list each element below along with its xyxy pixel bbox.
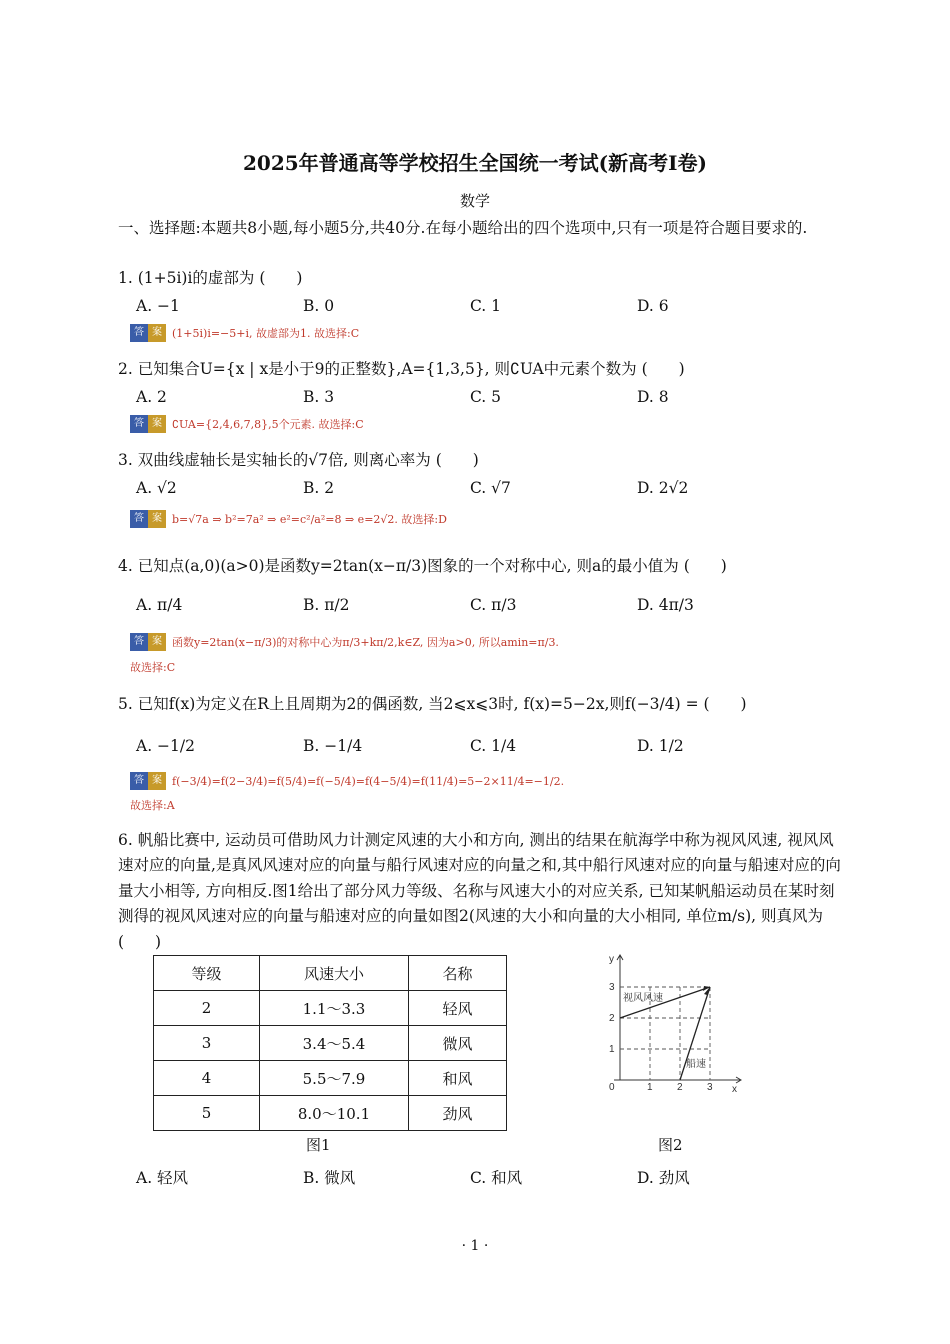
table-cell: 和风 <box>409 1061 507 1096</box>
q3-answer <box>130 510 447 528</box>
table-cell: 1.1～3.3 <box>260 991 409 1026</box>
q4-answer <box>130 633 559 651</box>
question-2-stem: 2. 已知集合U={x | x是小于9的正整数},A={1,3,5}, 则∁UA中元素个数为 ( ) <box>118 360 685 378</box>
table-cell: 3.4～5.4 <box>260 1026 409 1061</box>
question-6-stem: 6. 帆船比赛中, 运动员可借助风力计测定风速的大小和方向, 测出的结果在航海学中称为视风风速, 视风风速对应的向量,是真风风速对应的向量与船行风速对应的向量之和,其中船行风速对应的向量与船速对应的向量大小相等, 方向相反.图1给出了部分风力等级、名称与风速大小的对应关系, 已知某帆船运动员在某时刻测得的视风风速对应的向量与船速对应的向量如图2(风速的大小和向量的大小相同, 单位m/s), 则真风为 ( ) <box>118 831 841 951</box>
answer-badge: 答 案 <box>130 324 166 342</box>
q3-option-d: D. 2√2 <box>637 479 689 497</box>
q1-answer <box>130 324 359 342</box>
q6-option-c: C. 和风 <box>470 1169 523 1187</box>
q4-option-c: C. π/3 <box>470 596 517 614</box>
q1-option-a: A. −1 <box>136 297 180 315</box>
answer-badge: 答 案 <box>130 772 166 790</box>
table-cell: 5 <box>154 1096 260 1131</box>
q5-option-c: C. 1/4 <box>470 737 517 755</box>
table-header: 名称 <box>409 956 507 991</box>
q4-answer-cont: 故选择:C <box>130 661 176 674</box>
exam-title: 2025年普通高等学校招生全国统一考试(新高考I卷) <box>243 151 707 175</box>
q4-option-a: A. π/4 <box>136 596 183 614</box>
q1-answer-text: (1+5i)i=−5+i, 故虚部为1. 故选择:C <box>172 327 360 340</box>
y-tick: 1 <box>609 1044 615 1055</box>
q2-option-b: B. 3 <box>303 388 335 406</box>
q2-option-a: A. 2 <box>136 388 167 406</box>
x-axis-label: x <box>732 1084 737 1095</box>
q6-option-d: D. 劲风 <box>637 1169 690 1187</box>
answer-badge: 答 案 <box>130 415 166 433</box>
table-cell: 5.5～7.9 <box>260 1061 409 1096</box>
q3-option-c: C. √7 <box>470 479 511 497</box>
answer-badge: 答 案 <box>130 633 166 651</box>
question-1-stem: 1. (1+5i)i的虚部为 ( ) <box>118 269 303 287</box>
question-3-stem: 3. 双曲线虚轴长是实轴长的√7倍, 则离心率为 ( ) <box>118 451 479 469</box>
x-tick: 2 <box>677 1082 683 1093</box>
table-row <box>154 1026 507 1061</box>
q2-option-c: C. 5 <box>470 388 502 406</box>
section-intro: 一、选择题:本题共8小题,每小题5分,共40分.在每小题给出的四个选项中,只有一项是符合题目要求的. <box>118 219 808 237</box>
table-cell: 劲风 <box>409 1096 507 1131</box>
origin-label: 0 <box>609 1082 615 1093</box>
question-5-stem: 5. 已知f(x)为定义在R上且周期为2的偶函数, 当2⩽x⩽3时, f(x)=5−2x,则f(−3/4) = ( ) <box>118 695 747 713</box>
x-tick: 1 <box>647 1082 653 1093</box>
table-row <box>154 991 507 1026</box>
q5-answer-text: f(−3/4)=f(2−3/4)=f(5/4)=f(−5/4)=f(4−5/4)=f(11/4)=5−2×11/4=−1/2. <box>172 774 565 788</box>
q4-answer-text: 函数y=2tan(x−π/3)的对称中心为π/3+kπ/2,k∈Z, 因为a>0, 所以amin=π/3. <box>172 636 559 649</box>
x-tick: 3 <box>707 1082 713 1093</box>
question-4-stem: 4. 已知点(a,0)(a>0)是函数y=2tan(x−π/3)图象的一个对称中心, 则a的最小值为 ( ) <box>118 557 727 575</box>
y-tick: 2 <box>609 1013 615 1024</box>
q2-answer-text: ∁UA={2,4,6,7,8},5个元素. 故选择:C <box>172 418 364 431</box>
table-cell: 2 <box>154 991 260 1026</box>
y-tick: 3 <box>609 982 615 993</box>
q5-answer-cont: 故选择:A <box>130 799 175 812</box>
q6-option-a: A. 轻风 <box>136 1169 189 1187</box>
page-number: · 1 · <box>461 1238 489 1254</box>
q5-answer <box>130 772 564 790</box>
table-cell: 8.0～10.1 <box>260 1096 409 1131</box>
q4-option-d: D. 4π/3 <box>637 596 694 614</box>
wind-table <box>153 955 507 1131</box>
table-header: 风速大小 <box>260 956 409 991</box>
fig1-caption: 图1 <box>306 1136 331 1154</box>
table-header: 等级 <box>154 956 260 991</box>
table-cell: 轻风 <box>409 991 507 1026</box>
q6-option-b: B. 微风 <box>303 1169 356 1187</box>
fig2-caption: 图2 <box>658 1136 683 1154</box>
q5-option-a: A. −1/2 <box>136 737 195 755</box>
q3-option-a: A. √2 <box>136 479 177 497</box>
q1-option-d: D. 6 <box>637 297 669 315</box>
subject-heading: 数学 <box>459 192 490 210</box>
table-cell: 3 <box>154 1026 260 1061</box>
boat-speed-label: 船速 <box>686 1059 706 1070</box>
table-row <box>154 1096 507 1131</box>
q1-option-b: B. 0 <box>303 297 335 315</box>
q2-option-d: D. 8 <box>637 388 669 406</box>
apparent-wind-label: 视风风速 <box>623 993 663 1004</box>
q3-option-b: B. 2 <box>303 479 335 497</box>
y-axis-label: y <box>609 954 614 965</box>
q5-option-b: B. −1/4 <box>303 737 363 755</box>
vector-figure <box>600 950 750 1095</box>
q3-answer-text: b=√7a ⇒ b²=7a² ⇒ e²=c²/a²=8 ⇒ e=2√2. 故选择:D <box>172 513 447 526</box>
table-header-row <box>154 956 507 991</box>
q2-answer <box>130 415 364 433</box>
q5-option-d: D. 1/2 <box>637 737 684 755</box>
table-row <box>154 1061 507 1096</box>
table-cell: 微风 <box>409 1026 507 1061</box>
table-cell: 4 <box>154 1061 260 1096</box>
q4-option-b: B. π/2 <box>303 596 350 614</box>
answer-badge: 答 案 <box>130 510 166 528</box>
q1-option-c: C. 1 <box>470 297 502 315</box>
